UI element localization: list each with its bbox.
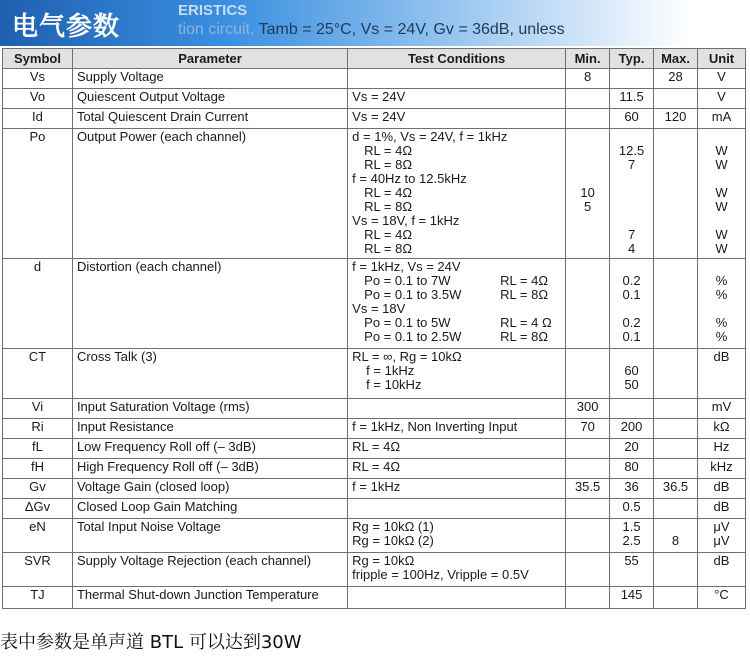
cell-unit: [698, 349, 746, 399]
footer-note: 表中参数是单声道 BTL 可以达到30W: [0, 632, 302, 653]
value-min: 35.5: [574, 479, 601, 494]
electrical-characteristics-table: [2, 48, 746, 609]
value-unit: W: [715, 227, 728, 242]
banner-conditions-faint: tion circuit,: [178, 21, 259, 38]
cell-typ: [610, 479, 654, 499]
cell-max: [654, 459, 698, 479]
value-typ: [614, 200, 649, 214]
cell-test-conditions: [348, 553, 566, 587]
value-unit: [702, 172, 741, 186]
cell-typ: [610, 89, 654, 109]
cell-parameter: Total Input Noise Voltage: [72, 519, 347, 553]
test-condition-text: f = 1kHz, Non Inverting Input: [352, 419, 518, 434]
table-header-row: [3, 49, 746, 69]
cell-symbol: Id: [3, 109, 73, 129]
value-max: 120: [664, 109, 687, 124]
cell-max: [654, 553, 698, 587]
test-condition-line: [352, 554, 561, 568]
value-typ: 12.5: [618, 143, 645, 158]
cell-min: [566, 419, 610, 439]
cell-typ: [610, 69, 654, 89]
cell-parameter: High Frequency Roll off (– 3dB): [72, 459, 347, 479]
cell-typ: [610, 499, 654, 519]
value-typ: 7: [627, 227, 636, 242]
value-unit: %: [715, 315, 728, 330]
value-max: 8: [671, 533, 680, 548]
cell-symbol: Vs: [3, 69, 73, 89]
value-typ: 200: [620, 419, 643, 434]
value-unit: W: [715, 143, 728, 158]
cell-typ: [610, 399, 654, 419]
cell-test-conditions: [348, 89, 566, 109]
cell-min: [566, 439, 610, 459]
test-condition-line: [352, 330, 561, 344]
test-condition-line: [352, 130, 561, 144]
cell-max: [654, 587, 698, 609]
test-condition-line: [352, 316, 561, 330]
cell-test-conditions: [348, 439, 566, 459]
cell-max: [654, 479, 698, 499]
value-min: [570, 172, 605, 186]
cell-typ: [610, 459, 654, 479]
cell-parameter: Thermal Shut-down Junction Temperature: [72, 587, 347, 609]
test-condition-line: [352, 520, 561, 534]
test-condition-text: RL = ∞, Rg = 10kΩ: [352, 349, 462, 364]
value-typ: 20: [624, 439, 639, 454]
cell-symbol: fH: [3, 459, 73, 479]
cell-unit: [698, 69, 746, 89]
value-typ: 55: [624, 553, 639, 568]
test-condition-text: Po = 0.1 to 2.5W: [364, 329, 462, 344]
value-unit: W: [715, 241, 728, 256]
value-min: 70: [580, 419, 595, 434]
value-typ: 4: [627, 241, 636, 256]
value-unit: dB: [713, 479, 730, 494]
cell-unit: [698, 129, 746, 259]
test-condition-line: [352, 274, 561, 288]
value-unit: kΩ: [713, 419, 730, 434]
test-condition-text: RL = 4Ω: [364, 185, 413, 200]
value-max: [658, 520, 693, 534]
table-row: [3, 419, 746, 439]
value-unit: mA: [711, 109, 732, 124]
test-condition-text: RL = 4Ω: [352, 459, 401, 474]
test-condition-line: [352, 260, 561, 274]
table-row: [3, 89, 746, 109]
table-row: [3, 587, 746, 609]
cell-parameter: Closed Loop Gain Matching: [72, 499, 347, 519]
value-min: [570, 242, 605, 256]
value-typ: 50: [624, 377, 639, 392]
cell-symbol: eN: [3, 519, 73, 553]
value-typ: 2.5: [622, 533, 641, 548]
test-condition-line: [352, 144, 561, 158]
test-condition-text: f = 40Hz to 12.5kHz: [352, 171, 467, 186]
value-max: 28: [668, 69, 683, 84]
table-row: [3, 553, 746, 587]
cell-typ: [610, 553, 654, 587]
header-parameter: Parameter: [72, 49, 347, 69]
cell-typ: [610, 587, 654, 609]
header-max: Max.: [654, 49, 698, 69]
test-condition-text: f = 1kHz: [366, 363, 415, 378]
value-typ: 0.1: [622, 287, 641, 302]
banner-title: 电气参数: [12, 12, 121, 42]
cell-unit: [698, 519, 746, 553]
test-condition-line: [352, 350, 561, 364]
table-row: [3, 499, 746, 519]
value-unit: °C: [714, 587, 729, 602]
cell-min: [566, 349, 610, 399]
test-condition-text: RL = 4Ω: [364, 227, 413, 242]
cell-symbol: TJ: [3, 587, 73, 609]
test-condition-text: f = 1kHz: [352, 479, 401, 494]
cell-min: [566, 459, 610, 479]
cell-parameter: Input Resistance: [72, 419, 347, 439]
cell-max: [654, 109, 698, 129]
test-condition-line: [352, 378, 561, 392]
test-condition-line: [352, 200, 561, 214]
table-row: [3, 439, 746, 459]
cell-symbol: fL: [3, 439, 73, 459]
cell-unit: [698, 109, 746, 129]
cell-parameter: Low Frequency Roll off (– 3dB): [72, 439, 347, 459]
value-typ: 80: [624, 459, 639, 474]
value-typ: 0.2: [622, 273, 641, 288]
cell-unit: [698, 587, 746, 609]
value-typ: 60: [624, 363, 639, 378]
test-condition-line: [352, 90, 561, 104]
value-unit: [702, 302, 741, 316]
cell-test-conditions: [348, 419, 566, 439]
test-condition-line: [352, 440, 561, 454]
test-condition-load: RL = 4 Ω: [500, 315, 552, 330]
cell-min: [566, 129, 610, 259]
table-row: [3, 459, 746, 479]
cell-parameter: Output Power (each channel): [72, 129, 347, 259]
test-condition-text: RL = 8Ω: [364, 199, 413, 214]
value-typ: [614, 214, 649, 228]
value-typ: [614, 186, 649, 200]
value-unit: Hz: [713, 439, 730, 454]
test-condition-text: Po = 0.1 to 3.5W: [364, 287, 462, 302]
header-min: Min.: [566, 49, 610, 69]
test-condition-text: fripple = 100Hz, Vripple = 0.5V: [352, 567, 529, 582]
cell-max: [654, 259, 698, 349]
banner-faint-heading: ERISTICS: [178, 2, 248, 19]
value-typ: 60: [624, 109, 639, 124]
value-unit: W: [715, 199, 728, 214]
cell-symbol: CT: [3, 349, 73, 399]
cell-test-conditions: [348, 109, 566, 129]
value-unit: %: [715, 329, 728, 344]
cell-symbol: Gv: [3, 479, 73, 499]
cell-unit: [698, 459, 746, 479]
value-unit: %: [715, 287, 728, 302]
cell-min: [566, 399, 610, 419]
cell-min: [566, 109, 610, 129]
value-typ: 36: [624, 479, 639, 494]
value-min: 5: [583, 199, 592, 214]
cell-test-conditions: [348, 69, 566, 89]
cell-symbol: Po: [3, 129, 73, 259]
header-symbol: Symbol: [3, 49, 73, 69]
cell-parameter: Total Quiescent Drain Current: [72, 109, 347, 129]
test-condition-text: Vs = 24V: [352, 109, 406, 124]
test-condition-line: [352, 460, 561, 474]
test-condition-text: RL = 8Ω: [364, 241, 413, 256]
test-condition-text: Po = 0.1 to 5W: [364, 315, 451, 330]
value-typ: 0.1: [622, 329, 641, 344]
cell-typ: [610, 519, 654, 553]
test-condition-text: Po = 0.1 to 7W: [364, 273, 451, 288]
cell-max: [654, 399, 698, 419]
cell-test-conditions: [348, 459, 566, 479]
cell-min: [566, 519, 610, 553]
cell-unit: [698, 479, 746, 499]
value-unit: [702, 214, 741, 228]
value-typ: 0.2: [622, 315, 641, 330]
test-condition-line: [352, 288, 561, 302]
cell-typ: [610, 109, 654, 129]
cell-unit: [698, 89, 746, 109]
value-min: [570, 228, 605, 242]
test-condition-line: [352, 186, 561, 200]
banner-conditions: [178, 21, 565, 39]
cell-unit: [698, 419, 746, 439]
value-min: 300: [576, 399, 599, 414]
test-condition-line: [352, 420, 561, 434]
cell-test-conditions: [348, 587, 566, 609]
test-condition-text: Vs = 18V, f = 1kHz: [352, 213, 460, 228]
cell-symbol: Vo: [3, 89, 73, 109]
test-condition-line: [352, 302, 561, 316]
test-condition-line: [352, 534, 561, 548]
value-unit: dB: [713, 553, 730, 568]
cell-unit: [698, 439, 746, 459]
test-condition-load: RL = 8Ω: [500, 329, 549, 344]
cell-test-conditions: [348, 499, 566, 519]
value-unit: dB: [713, 349, 730, 364]
cell-symbol: Ri: [3, 419, 73, 439]
cell-max: [654, 349, 698, 399]
cell-min: [566, 69, 610, 89]
cell-test-conditions: [348, 399, 566, 419]
cell-parameter: Input Saturation Voltage (rms): [72, 399, 347, 419]
cell-max: [654, 519, 698, 553]
cell-test-conditions: [348, 479, 566, 499]
test-condition-line: [352, 242, 561, 256]
table-row: [3, 109, 746, 129]
value-unit: [702, 130, 741, 144]
cell-typ: [610, 439, 654, 459]
table-row: [3, 519, 746, 553]
value-min: [570, 130, 605, 144]
cell-max: [654, 419, 698, 439]
cell-symbol: SVR: [3, 553, 73, 587]
cell-max: [654, 89, 698, 109]
value-unit: dB: [713, 499, 730, 514]
test-condition-line: [352, 480, 561, 494]
value-min: 10: [580, 185, 595, 200]
value-typ: [614, 172, 649, 186]
value-unit: μV: [713, 519, 730, 534]
value-typ: [614, 130, 649, 144]
header-typ: Typ.: [610, 49, 654, 69]
banner-conditions-text: Tamb = 25°C, Vs = 24V, Gv = 36dB, unless: [258, 21, 565, 38]
cell-min: [566, 553, 610, 587]
test-condition-load: RL = 4Ω: [500, 273, 549, 288]
cell-symbol: d: [3, 259, 73, 349]
table-row: [3, 349, 746, 399]
table-row: [3, 399, 746, 419]
table-row: [3, 259, 746, 349]
value-min: [570, 144, 605, 158]
test-condition-line: [352, 110, 561, 124]
test-condition-line: [352, 364, 561, 378]
value-typ: 0.5: [622, 499, 641, 514]
cell-typ: [610, 259, 654, 349]
cell-unit: [698, 553, 746, 587]
value-typ: 11.5: [619, 89, 644, 104]
table-row: [3, 479, 746, 499]
value-unit: V: [717, 89, 726, 104]
value-typ: [614, 350, 649, 364]
test-condition-load: RL = 8Ω: [500, 287, 549, 302]
header-unit: Unit: [698, 49, 746, 69]
cell-min: [566, 499, 610, 519]
value-typ: 145: [620, 587, 643, 602]
value-unit: kHz: [710, 459, 733, 474]
header-banner: [0, 0, 750, 46]
table-body: [3, 69, 746, 609]
test-condition-text: Rg = 10kΩ: [352, 553, 415, 568]
cell-min: [566, 479, 610, 499]
value-unit: μV: [713, 533, 730, 548]
test-condition-text: Rg = 10kΩ (1): [352, 519, 434, 534]
cell-max: [654, 129, 698, 259]
test-condition-text: f = 1kHz, Vs = 24V: [352, 259, 461, 274]
cell-min: [566, 259, 610, 349]
cell-symbol: Vi: [3, 399, 73, 419]
value-unit: W: [715, 157, 728, 172]
value-typ: 7: [627, 157, 636, 172]
cell-parameter: Voltage Gain (closed loop): [72, 479, 347, 499]
test-condition-text: d = 1%, Vs = 24V, f = 1kHz: [352, 129, 508, 144]
value-typ: [614, 302, 649, 316]
test-condition-line: [352, 228, 561, 242]
cell-max: [654, 439, 698, 459]
table-row: [3, 69, 746, 89]
test-condition-text: Rg = 10kΩ (2): [352, 533, 434, 548]
test-condition-text: Vs = 18V: [352, 301, 406, 316]
test-condition-text: RL = 8Ω: [364, 157, 413, 172]
value-min: [570, 158, 605, 172]
cell-typ: [610, 129, 654, 259]
cell-unit: [698, 259, 746, 349]
test-condition-line: [352, 158, 561, 172]
value-typ: [614, 260, 649, 274]
test-condition-text: Vs = 24V: [352, 89, 406, 104]
cell-max: [654, 69, 698, 89]
header-test-conditions: Test Conditions: [348, 49, 566, 69]
cell-test-conditions: [348, 129, 566, 259]
cell-parameter: Quiescent Output Voltage: [72, 89, 347, 109]
cell-symbol: ΔGv: [3, 499, 73, 519]
value-max: 36.5: [662, 479, 689, 494]
cell-min: [566, 587, 610, 609]
table-row: [3, 129, 746, 259]
value-min: 8: [583, 69, 592, 84]
value-unit: W: [715, 185, 728, 200]
cell-test-conditions: [348, 519, 566, 553]
cell-min: [566, 89, 610, 109]
value-min: [570, 214, 605, 228]
cell-test-conditions: [348, 259, 566, 349]
cell-unit: [698, 399, 746, 419]
value-unit: mV: [711, 399, 732, 414]
cell-max: [654, 499, 698, 519]
cell-parameter: Distortion (each channel): [72, 259, 347, 349]
test-condition-line: [352, 214, 561, 228]
test-condition-text: f = 10kHz: [366, 377, 422, 392]
cell-unit: [698, 499, 746, 519]
value-typ: 1.5: [622, 519, 641, 534]
test-condition-line: [352, 568, 561, 582]
test-condition-text: RL = 4Ω: [364, 143, 413, 158]
cell-parameter: Cross Talk (3): [72, 349, 347, 399]
value-unit: V: [717, 69, 726, 84]
value-unit: [702, 260, 741, 274]
cell-parameter: Supply Voltage: [72, 69, 347, 89]
cell-typ: [610, 419, 654, 439]
cell-parameter: Supply Voltage Rejection (each channel): [72, 553, 347, 587]
cell-test-conditions: [348, 349, 566, 399]
test-condition-text: RL = 4Ω: [352, 439, 401, 454]
cell-typ: [610, 349, 654, 399]
value-unit: %: [715, 273, 728, 288]
test-condition-line: [352, 172, 561, 186]
